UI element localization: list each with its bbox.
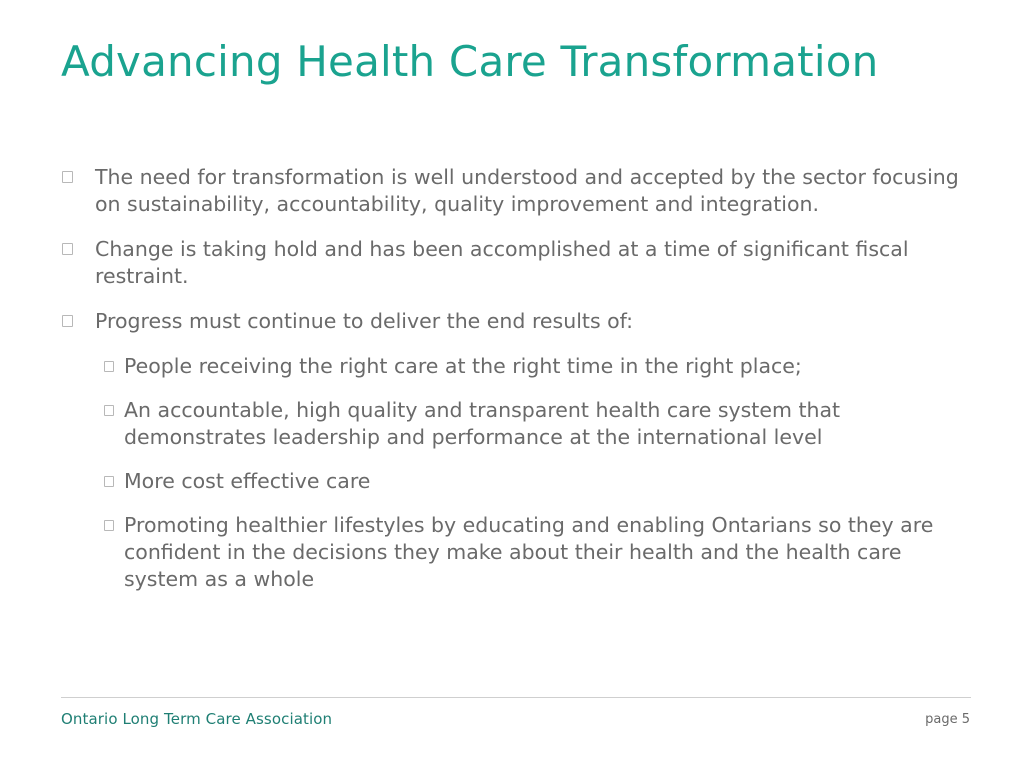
sub-bullet-text: People receiving the right care at the right time in the right place; (124, 354, 802, 378)
organization-name: Ontario Long Term Care Association (61, 710, 333, 728)
bullet-item (62, 236, 967, 290)
square-bullet-icon (104, 361, 114, 372)
sub-bullet-text: An accountable, high quality and transparent health care system that demonstrates leadership and performance at the international level (124, 398, 841, 449)
page-number: page 5 (925, 712, 970, 727)
slide-title: Advancing Health Care Transformation (61, 37, 879, 86)
square-bullet-icon (104, 476, 114, 487)
bullet-text: Change is taking hold and has been accomplished at a time of significant fiscal restraint. (95, 237, 909, 288)
bullet-text: The need for transformation is well understood and accepted by the sector focusing on sustainability, accountability, quality improvement and integration. (95, 165, 959, 216)
square-bullet-icon (62, 171, 73, 183)
sub-bullet-item (95, 353, 967, 380)
sub-bullet-text: Promoting healthier lifestyles by educating and enabling Ontarians so they are confident in the decisions they make about their health and the health care system as a whole (124, 513, 934, 591)
bullet-item (62, 164, 967, 218)
bullet-list (62, 164, 967, 610)
square-bullet-icon (104, 405, 114, 416)
bullet-item (62, 308, 967, 335)
sub-bullet-item (95, 512, 967, 593)
sub-bullet-text: More cost effective care (124, 469, 371, 493)
bullet-text: Progress must continue to deliver the end results of: (95, 309, 634, 333)
sub-bullet-item (95, 397, 967, 451)
footer-divider (61, 697, 971, 698)
sub-bullet-item (95, 468, 967, 495)
square-bullet-icon (62, 243, 73, 255)
square-bullet-icon (104, 520, 114, 531)
square-bullet-icon (62, 315, 73, 327)
